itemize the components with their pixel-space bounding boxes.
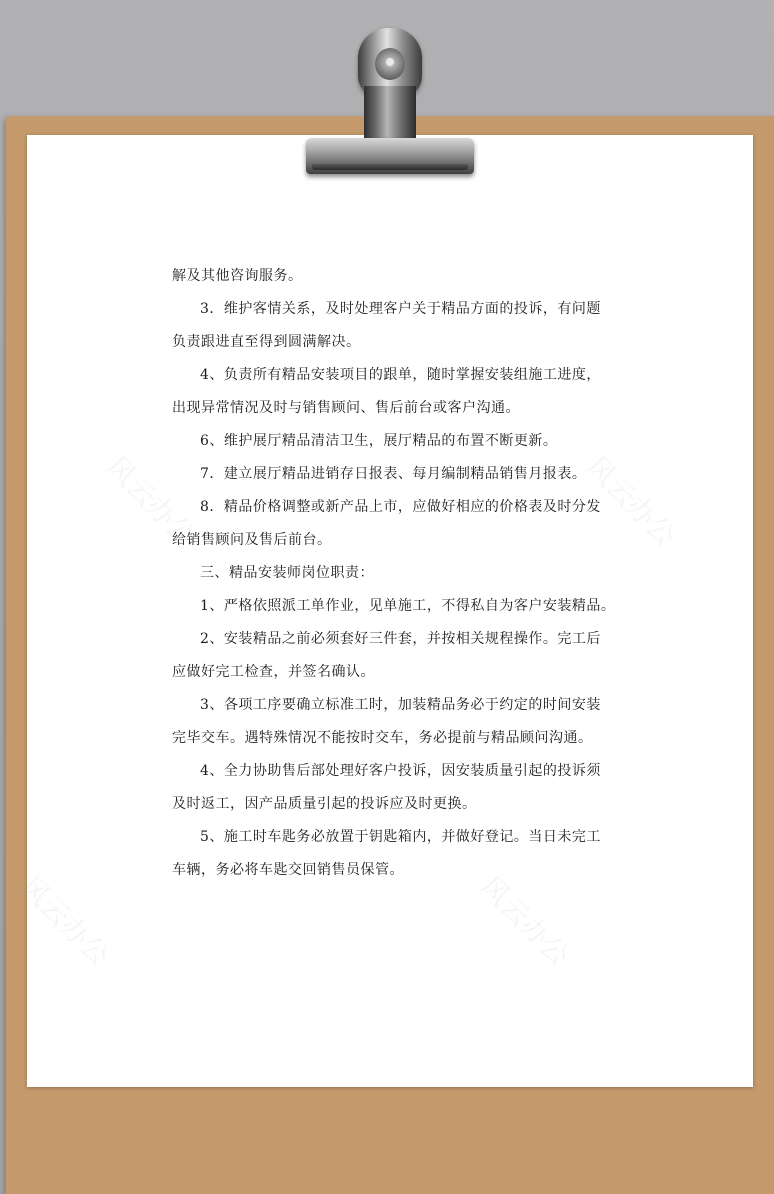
paragraph-line: 负责跟进直至得到圆满解决。 [172,334,361,350]
paragraph-line: 4、全力协助售后部处理好客户投诉，因安装质量引起的投诉须 [200,763,601,779]
clip-rivet [386,58,394,66]
paragraph-line: 3．维护客情关系，及时处理客户关于精品方面的投诉，有问题 [200,301,601,317]
paragraph-line: 7．建立展厅精品进销存日报表、每月编制精品销售月报表。 [200,466,587,482]
paragraph-line: 5、施工时车匙务必放置于钥匙箱内，并做好登记。当日未完工 [200,829,601,845]
paragraph-line: 车辆，务必将车匙交回销售员保管。 [172,862,404,878]
paragraph-line: 4、负责所有精品安装项目的跟单，随时掌握安装组施工进度， [200,367,601,383]
paragraph-line: 及时返工，因产品质量引起的投诉应及时更换。 [172,796,477,812]
paragraph-line: 解及其他咨询服务。 [172,268,303,284]
paragraph-line: 应做好完工检查，并签名确认。 [172,664,375,680]
paragraph-line: 8．精品价格调整或新产品上市，应做好相应的价格表及时分发 [200,499,601,515]
paragraph-line: 6、维护展厅精品清洁卫生，展厅精品的布置不断更新。 [200,433,558,449]
clip-neck [364,86,416,142]
section-heading: 三、精品安装师岗位职责： [200,565,374,581]
paragraph-line: 3、各项工序要确立标准工时，加装精品务必于约定的时间安装 [200,697,601,713]
paragraph-line: 完毕交车。遇特殊情况不能按时交车，务必提前与精品顾问沟通。 [172,730,593,746]
paragraph-line: 给销售顾问及售后前台。 [172,532,332,548]
clip-plate-edge [312,164,468,170]
paragraph-line: 出现异常情况及时与销售顾问、售后前台或客户沟通。 [172,400,520,416]
paragraph-line: 1、严格依照派工单作业，见单施工，不得私自为客户安装精品。 [200,598,616,614]
paragraph-line: 2、安装精品之前必须套好三件套，并按相关规程操作。完工后 [200,631,601,647]
